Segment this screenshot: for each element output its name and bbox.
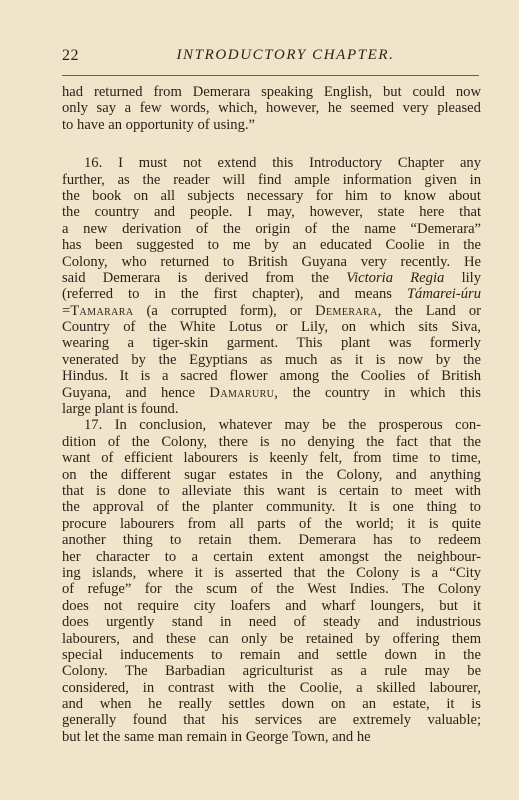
- page-body: [62, 84, 481, 745]
- text-line: has been suggested to me by an educated Coolie in the: [62, 237, 482, 254]
- text-line: 17. In conclusion, whatever may be the prosperous con-: [84, 417, 482, 434]
- text-line: of refuge” for the scum of the West Indies. The Colony: [62, 581, 481, 598]
- text-line: venerated by the Egyptians as much as it is now by the: [62, 351, 481, 368]
- text-line: only say a few words, which, however, he seemed very pleased: [62, 100, 481, 117]
- text-line: Country of the White Lotus or Lily, on which sits Siva,: [62, 319, 481, 336]
- text-line: a new derivation of the origin of the name “Demerara”: [62, 220, 482, 237]
- header-rule: [62, 75, 479, 76]
- text-line: and when he really settles down on an estate, it is: [62, 696, 481, 713]
- text-line: Guyana, and hence Damaruru, the country in which this: [62, 384, 481, 401]
- text-line: ing islands, where it is asserted that the Colony is a “City: [62, 564, 482, 581]
- paragraph-gap: [62, 133, 481, 155]
- text-line: the book on all subjects necessary for him to know about: [62, 187, 481, 204]
- paragraph: [62, 417, 481, 745]
- running-head: INTRODUCTORY CHAPTER.: [176, 47, 395, 63]
- text-line: said Demerara is derived from the Victoria Regia lily: [62, 269, 482, 286]
- text-line: does not require city loafers and wharf loungers, but it: [62, 597, 482, 614]
- text-line: the approval of the planter community. It is one thing to: [62, 499, 481, 516]
- text-line: on the different sugar estates in the Colony, and anything: [62, 466, 481, 483]
- text-line: Hindus. It is a sacred flower among the Coolies of British: [62, 368, 481, 385]
- text-line: another thing to retain them. Demerara has to redeem: [62, 532, 482, 549]
- text-line: had returned from Demerara speaking English, but could now: [62, 84, 481, 100]
- text-line: labourers, and these can only be retained by offering them: [62, 630, 482, 647]
- text-line: to have an opportunity of using.”: [62, 116, 256, 133]
- text-line: Colony, who returned to British Guyana very recently. He: [62, 253, 481, 270]
- text-line: (referred to in the first chapter), and means Támarei-úru: [62, 286, 481, 303]
- text-line: further, as the reader will find ample information given in: [62, 171, 482, 188]
- text-line: the country and people. I may, however, state here that: [62, 204, 482, 221]
- text-line: her character to a certain extent amongst the neighbour-: [62, 548, 482, 565]
- text-line: procure labourers from all parts of the world; it is quite: [62, 515, 481, 532]
- text-line: but let the same man remain in George Town, and he: [62, 728, 371, 745]
- text-line: dition of the Colony, there is no denying the fact that the: [62, 433, 481, 450]
- text-line: =Tamarara (a corrupted form), or Demerara, the Land or: [62, 302, 481, 319]
- paragraph: [62, 84, 481, 133]
- paragraph: [62, 155, 481, 417]
- text-line: considered, in contrast with the Coolie, a skilled labourer,: [62, 679, 482, 696]
- text-line: does urgently stand in need of steady and industrious: [62, 614, 482, 631]
- text-line: Colony. The Barbadian agriculturist as a rule may be: [62, 663, 482, 680]
- text-line: 16. I must not extend this Introductory Chapter any: [84, 155, 482, 172]
- text-line: large plant is found.: [62, 401, 179, 418]
- page-header: [62, 47, 479, 67]
- text-line: want of efficient labourers is keenly felt, from time to time,: [62, 450, 481, 467]
- text-line: that is done to alleviate this want is certain to meet with: [62, 482, 481, 499]
- page-number: 22: [62, 47, 79, 64]
- text-line: wearing a tiger-skin garment. This plant was formerly: [62, 335, 481, 352]
- text-line: generally found that his services are extremely valuable;: [62, 712, 482, 729]
- text-line: special inducements to remain and settle down in the: [62, 646, 481, 663]
